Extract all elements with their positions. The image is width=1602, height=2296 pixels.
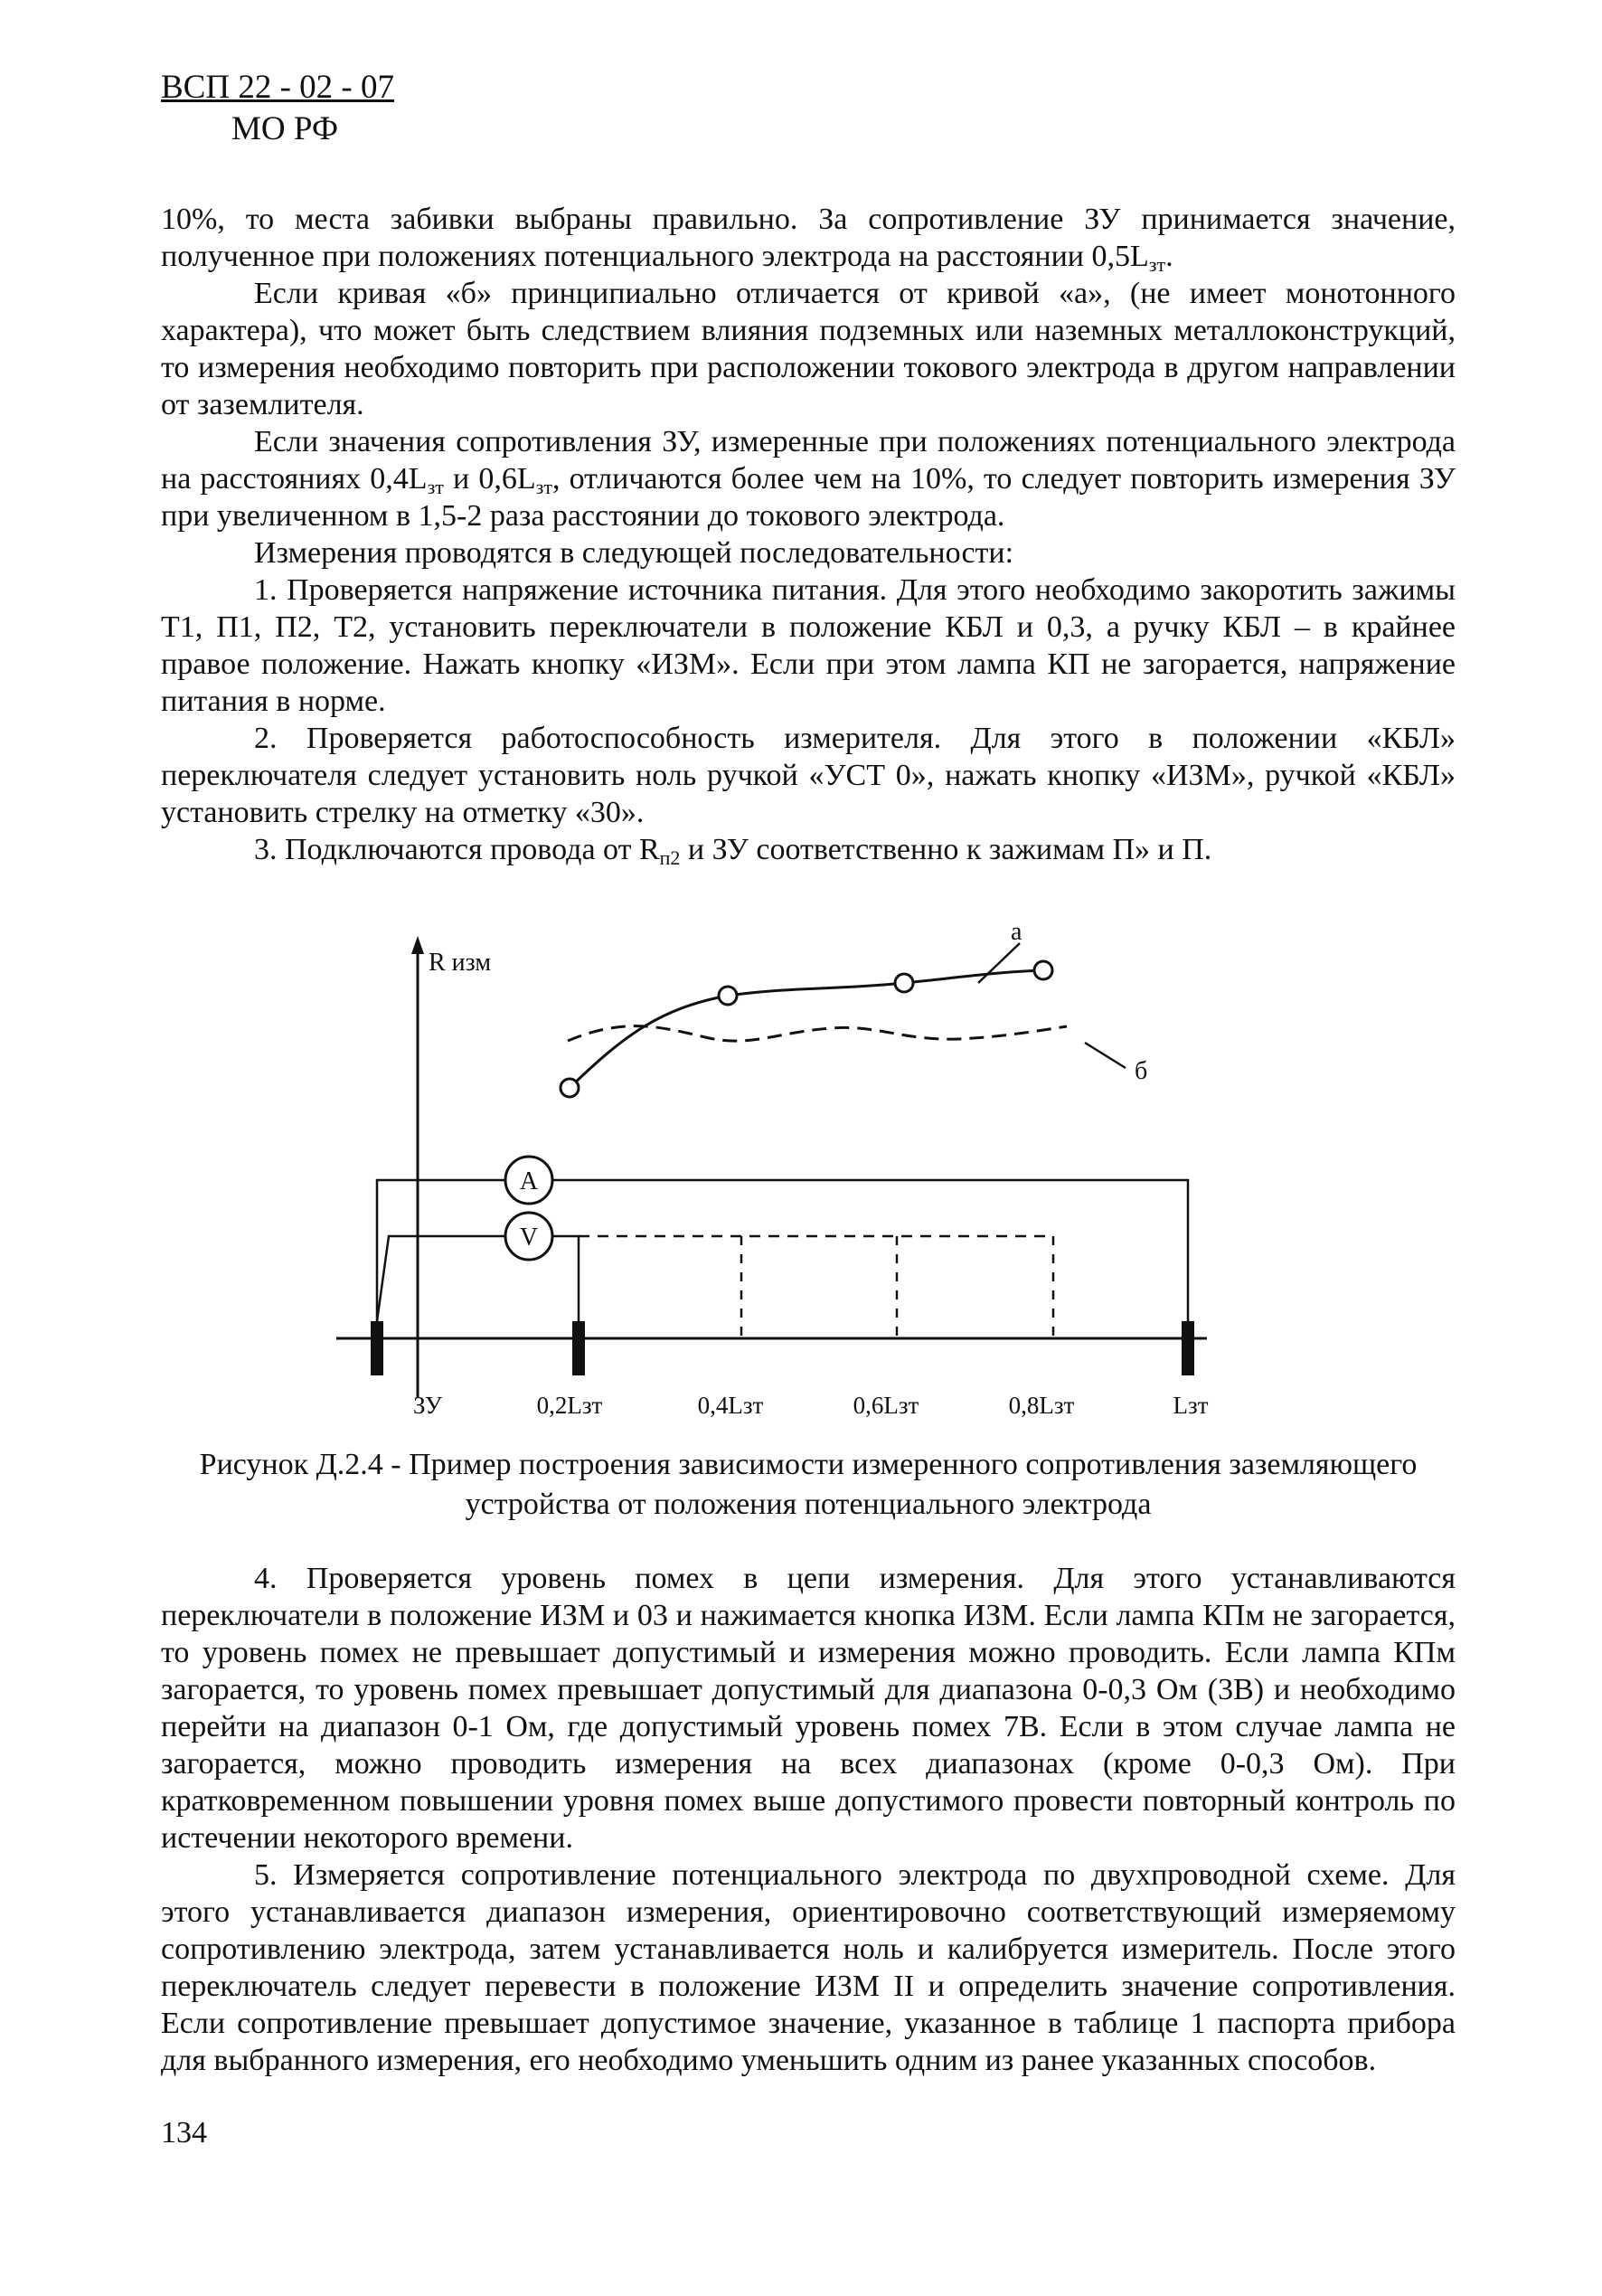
curve-a-point (895, 974, 913, 992)
x-label-zu: ЗУ (413, 1392, 442, 1419)
subscript: зт (1148, 253, 1166, 276)
curve-b-leader (1085, 1043, 1126, 1068)
body-text-bottom (161, 1560, 1456, 2079)
paragraph: 5. Измеряется сопротивление потенциального электрода по двухпроводной схеме. Для этого устанавливается диапазон измерения, ориентировочно соответствующий измеряемому сопротивлению электрода, затем устанавливается ноль и калибруется измеритель. После этого переключатель следует перевести в положение ИЗМ II и определить значение сопротивления. Если сопротивление превышает допустимое значение, указанное в таблице 1 паспорта прибора для выбранного измерения, его необходимо уменьшить одним из ранее указанных способов. (161, 1858, 1456, 2077)
subscript: зт (535, 476, 552, 498)
x-label-0-6: 0,6Lзт (853, 1392, 919, 1419)
x-label-0-2: 0,2Lзт (536, 1392, 603, 1419)
x-label-0-8: 0,8Lзт (1008, 1392, 1075, 1419)
measurement-diagram (325, 927, 1248, 1433)
paragraph-tail: . (1165, 240, 1173, 273)
ammeter-wire-left (377, 1180, 517, 1321)
paragraph: 2. Проверяется работоспособность измерителя. Для этого в положении «КБЛ» переключателя следует установить ноль ручкой «УСТ 0», нажать кнопку «ИЗМ», ручкой «КБЛ» установить стрелку на отметку «30». (161, 722, 1456, 829)
page-number: 134 (161, 2116, 207, 2150)
paragraph: Если кривая «б» принципиально отличается от кривой «а», (не имеет монотонного характера), что может быть следствием влияния подземных или наземных металлоконструкций, то измерения необходимо повторить при расположении токового электрода в другом направлении от заземлителя. (161, 277, 1456, 421)
curve-a-label: а (1011, 927, 1022, 946)
y-axis-label: R изм (429, 949, 492, 977)
grounding-device-electrode (371, 1321, 383, 1375)
curve-a-leader (978, 943, 1020, 983)
voltmeter-label: V (519, 1224, 539, 1252)
current-electrode (1182, 1321, 1194, 1375)
paragraph: 1. Проверяется напряжение источника питания. Для этого необходимо закоротить зажимы Т1, П1, П2, Т2, установить переключатели в положение КБЛ и 0,3, а ручку КБЛ – в крайнее правое положение. Нажать кнопку «ИЗМ». Если при этом лампа КП не загорается, напряжение питания в норме. (161, 573, 1456, 718)
x-label-0-4: 0,4Lзт (697, 1392, 764, 1419)
x-label-l: Lзт (1173, 1392, 1209, 1419)
paragraph-text: , отличаются более чем на 10%, то следует повторить измерения ЗУ при увеличенном в 1,5-2 раза расстоянии до токового электрода. (161, 462, 1456, 533)
subscript: п2 (659, 846, 681, 869)
ammeter-wire-right (552, 1180, 1188, 1321)
paragraph: Измерения проводятся в следующей последовательности: (254, 536, 1014, 570)
document-header (161, 67, 394, 150)
paragraph-text: 10%, то места забивки выбраны правильно. За сопротивление ЗУ принимается значение, полученное при положениях потенциального электрода на расстоянии 0,5L (161, 203, 1456, 273)
caption-line: устройства от положения потенциального электрода (465, 1488, 1152, 1521)
figure-caption (161, 1445, 1456, 1525)
y-axis-arrow (411, 936, 424, 954)
subscript: зт (427, 476, 444, 498)
curve-b-label: б (1135, 1057, 1148, 1085)
voltmeter-wire-left (377, 1236, 517, 1321)
body-text-top (161, 201, 1456, 868)
paragraph-text: и 0,6L (443, 462, 536, 496)
caption-line: Рисунок Д.2.4 - Пример построения зависимости измеренного сопротивления заземляющего (199, 1448, 1418, 1481)
paragraph-text: 3. Подключаются провода от R (254, 833, 660, 866)
figure-d-2-4 (325, 927, 1248, 1433)
paragraph-text: и ЗУ соответственно к зажимам П» и П. (680, 833, 1212, 866)
paragraph: 4. Проверяется уровень помех в цепи измерения. Для этого устанавливаются переключатели в положение ИЗМ и 03 и нажимается кнопка ИЗМ. Если лампа КПм не загорается, то уровень помех не превышает допустимый и измерения можно проводить. Если лампа КПм загорается, то уровень помех превышает допустимый для диапазона 0-0,3 Ом (3В) и необходимо перейти на диапазон 0-1 Ом, где допустимый уровень помех 7В. Если в этом случае лампа не загорается, можно проводить измерения на всех диапазонах (кроме 0-0,3 Ом). При кратковременном повышении уровня помех выше допустимого провести повторный контроль по истечении некоторого времени. (161, 1562, 1456, 1855)
paragraph (161, 423, 1456, 534)
curve-a-point (1034, 961, 1052, 979)
potential-electrode (572, 1321, 585, 1375)
curve-a (570, 970, 1043, 1088)
voltmeter-wire (552, 1236, 579, 1321)
paragraph (161, 201, 1456, 275)
curve-a-point (561, 1079, 579, 1097)
organization: МО РФ (231, 110, 339, 147)
paragraph (161, 831, 1456, 868)
ammeter-label: A (519, 1167, 539, 1195)
curve-a-point (719, 987, 737, 1005)
paragraph-text: Если значения сопротивления ЗУ, измеренные при положениях потенциального электрода на расстояниях 0,4L (161, 425, 1456, 496)
document-code: ВСП 22 - 02 - 07 (161, 69, 394, 106)
